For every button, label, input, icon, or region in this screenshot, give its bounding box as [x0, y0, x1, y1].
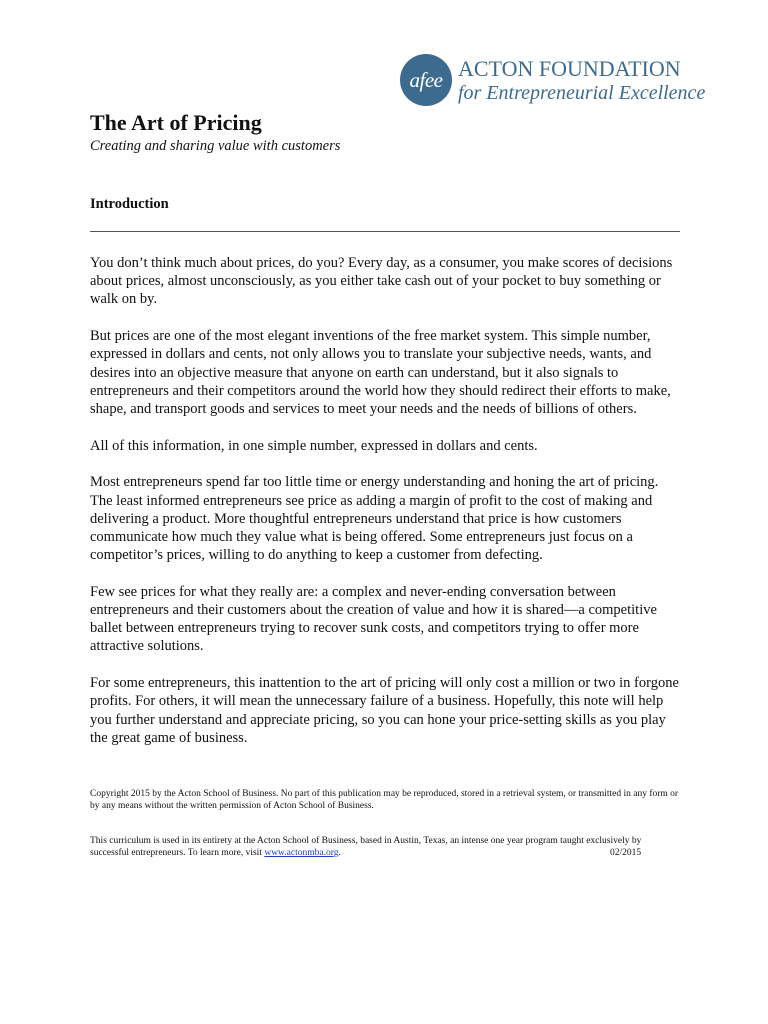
- paragraph: You don’t think much about prices, do you? Every day, as a consumer, you make scores of decisions about prices, almost unconsciously, as you either take cash out of your pocket to buy something or walk on by.: [90, 255, 673, 308]
- paragraph: Most entrepreneurs spend far too little time or energy understanding and honing the art of pricing. The least informed entrepreneurs see price as adding a margin of profit to the cost of making and delivering a product. More thoughtful entrepreneurs understand that price is how customers communicate how much they value what is being offered. Some entrepreneurs just focus on a competitor’s prices, willing to do anything to keep a customer from defecting.: [90, 474, 659, 564]
- paragraph: For some entrepreneurs, this inattention to the art of pricing will only cost a million or two in forgone profits. For others, it will mean the unnecessary failure of a business. Hopefully, this note will help you further understand and appreciate pricing, so you can hone your price-setting skills as you play the great game of business.: [90, 675, 679, 746]
- document-date: 02/2015: [610, 848, 642, 858]
- logo-name: ACTON FOUNDATION: [458, 56, 681, 81]
- acton-foundation-logo: [400, 52, 706, 112]
- acton-mba-link[interactable]: www.actonmba.org: [264, 848, 339, 858]
- logo-tagline: for Entrepreneurial Excellence: [458, 82, 706, 104]
- paragraph: But prices are one of the most elegant inventions of the free market system. This simple number, expressed in dollars and cents, not only allows you to translate your subjective needs, wants, and desires into an objective measure that anyone on earth can understand, but it also signals to entrepreneurs and their competitors around the world how they should redirect their efforts to make, shape, and transport goods and services to meet your needs and the needs of billions of others.: [90, 328, 671, 417]
- paragraph: All of this information, in one simple number, expressed in dollars and cents.: [90, 437, 538, 454]
- curriculum-period: .: [338, 848, 341, 858]
- divider: [90, 231, 680, 232]
- document-title: The Art of Pricing: [90, 110, 262, 135]
- paragraph: Few see prices for what they really are: a complex and never-ending conversation between entrepreneurs and their customers about the creation of value and how it is shared—a competitive ballet between entrepreneurs trying to recover sunk costs, and competitors trying to offer more attractive solutions.: [90, 583, 657, 655]
- section-heading: Introduction: [90, 196, 169, 212]
- body-text: [90, 254, 680, 765]
- curriculum-note: [90, 835, 680, 859]
- curriculum-text: This curriculum is used in its entirety at the Acton School of Business, based in Austin, Texas, an intense one year program taught exclusively by successful entrepreneurs. To learn more, visit: [90, 836, 642, 858]
- document-subtitle: Creating and sharing value with customers: [90, 138, 341, 154]
- afee-badge: afee: [400, 54, 452, 106]
- copyright-notice: Copyright 2015 by the Acton School of Business. No part of this publication may be reproduced, stored in a retrieval system, or transmitted in any form or by any means without the written permission of Acton School of Business.: [90, 789, 679, 811]
